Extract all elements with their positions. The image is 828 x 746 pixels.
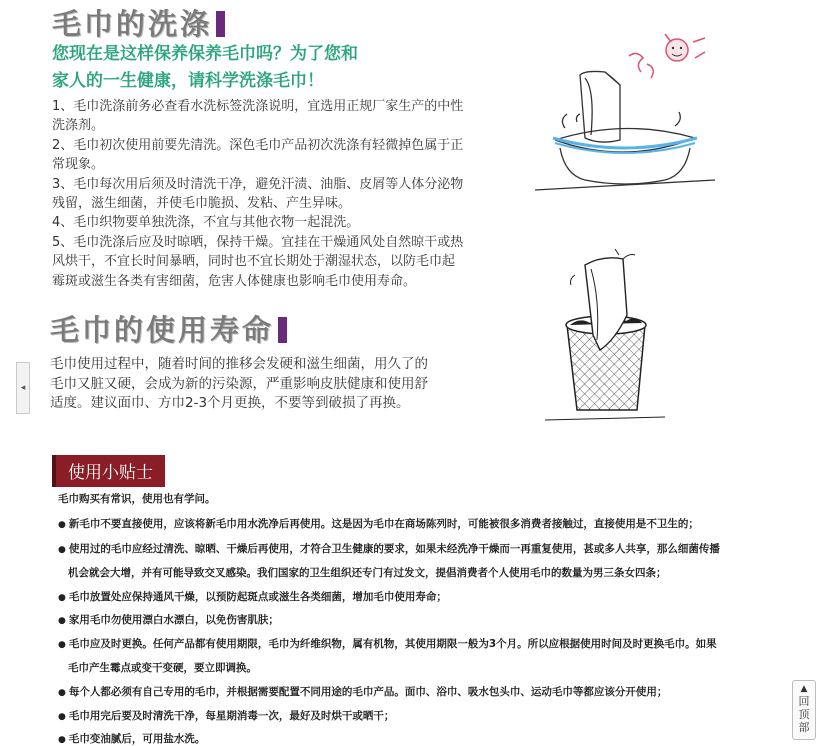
washbasin-illustration xyxy=(525,30,725,200)
back-to-top-button[interactable] xyxy=(792,680,816,740)
scroll-left-tab[interactable] xyxy=(16,362,30,414)
section-washing-title: 毛巾的洗涤 xyxy=(52,2,225,43)
tips-item: ● 每个人都必须有自己专用的毛巾，并根据需要配置不同用途的毛巾产品。面巾、浴巾、吸水包头巾、运动毛巾等都应该分开使用； xyxy=(58,684,667,699)
title-accent-bar xyxy=(216,11,225,37)
arrow-up-icon: ▲ xyxy=(800,684,808,694)
tips-item-continued: 毛巾产生霉点或变干变硬，要立即调换。 xyxy=(68,662,257,674)
washing-subtitle xyxy=(52,41,472,95)
tips-intro: 毛巾购买有常识，使用也有学问。 xyxy=(58,493,216,505)
section-lifespan-title: 毛巾的使用寿命 xyxy=(50,308,287,349)
chevron-left-icon: ◂ xyxy=(20,383,26,393)
subtitle-line-1: 您现在是这样保养保养毛巾吗？为了您和 xyxy=(52,44,358,64)
tips-item: ● 毛巾放置处应保持通风干燥，以预防起斑点或滋生各类细菌，增加毛巾使用寿命； xyxy=(58,589,447,604)
back-to-top-label: 回顶部 xyxy=(798,695,810,734)
washing-step: 3、毛巾每次用后须及时清洗干净，避免汗渍、油脂、皮屑等人体分泌物残留，滋生细菌，并使毛巾脆损、发粘、产生异味。 xyxy=(52,176,464,212)
title-accent-bar xyxy=(278,317,287,343)
tips-item: ● 毛巾应及时更换。任何产品都有使用期限，毛巾为纤维织物，属有机物，其使用期限一般为3个月。所以应根据使用时间及时更换毛巾。如果 xyxy=(58,636,717,651)
washing-instructions xyxy=(52,97,464,291)
tips-item-continued: 机会就会大增，并有可能导致交叉感染。我们国家的卫生组织还专门有过发文，提倡消费者个人使用毛巾的数量为男三条女四条； xyxy=(68,567,667,579)
tips-item: ● 新毛巾不要直接使用，应该将新毛巾用水洗净后再使用。这是因为毛巾在商场陈列时，可能被很多消费者接触过，直接使用是不卫生的； xyxy=(58,516,699,531)
tips-tag: 使用小贴士 xyxy=(52,455,165,487)
subtitle-line-2: 家人的一生健康，请科学洗涤毛巾！ xyxy=(52,71,324,91)
tips-item: ● 家用毛巾勿使用漂白水漂白，以免伤害肌肤； xyxy=(58,612,279,627)
lifespan-paragraph: 毛巾使用过程中，随着时间的推移会发硬和滋生细菌，用久了的毛巾又脏又硬，会成为新的污染源，严重影响皮肤健康和使用舒适度。建议面巾、方巾2-3个月更换，不要等到破损了再换。 xyxy=(50,356,428,411)
tips-item: ● 使用过的毛巾应经过清洗、晾晒、干燥后再使用，才符合卫生健康的要求，如果未经洗净干燥而一再重复使用，甚或多人共享，那么细菌传播 xyxy=(58,541,720,556)
washing-step: 5、毛巾洗涤后应及时晾晒，保持干燥。宜挂在干燥通风处自然晾干或热风烘干，不宜长时间暴晒，同时也不宜长期处于潮湿状态，以防毛巾起霉斑或滋生各类有害细菌，危害人体健康也影响毛巾使用寿命。 xyxy=(52,234,464,289)
washing-step: 1、毛巾洗涤前务必查看水洗标签洗涤说明，宜选用正规厂家生产的中性洗涤剂。 xyxy=(52,99,464,134)
tips-item: ● 毛巾变油腻后，可用盐水洗。 xyxy=(58,731,205,746)
tips-item: ● 毛巾用完后要及时清洗干净，每星期消毒一次，最好及时烘干或晒干； xyxy=(58,708,394,723)
wastebasket-illustration xyxy=(545,245,665,425)
washing-step: 4、毛巾织物要单独洗涤，不宜与其他衣物一起混洗。 xyxy=(52,215,360,231)
washing-step: 2、毛巾初次使用前要先清洗。深色毛巾产品初次洗涤有轻微掉色属于正常现象。 xyxy=(52,137,464,173)
